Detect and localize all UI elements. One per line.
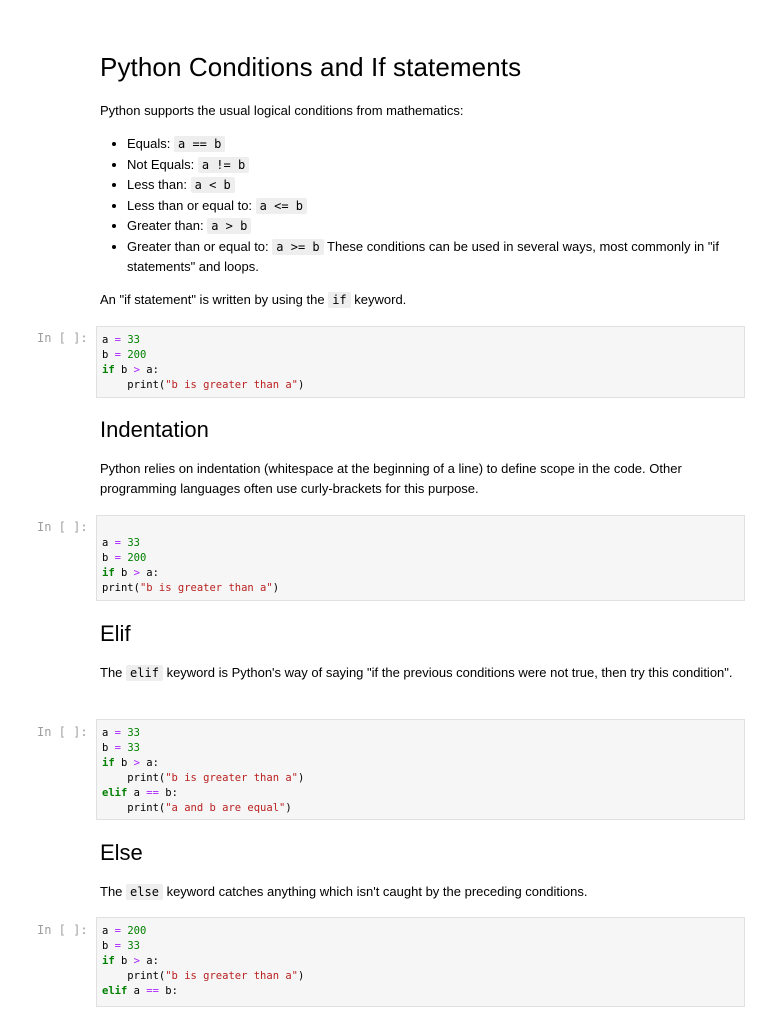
- code-cell-3[interactable]: [96, 719, 745, 820]
- elif-paragraph: The elif keyword is Python's way of saying "if the previous conditions were not true, then try this condition".: [100, 665, 733, 680]
- inline-code: a < b: [191, 177, 235, 193]
- inline-code: else: [126, 884, 163, 900]
- conditions-list: [100, 134, 768, 278]
- code-cell-1[interactable]: [96, 326, 745, 398]
- code-cell-2[interactable]: [96, 515, 745, 601]
- cell-prompt: In [ ]:: [37, 725, 88, 739]
- heading-else: Else: [100, 840, 143, 865]
- cell-prompt: In [ ]:: [37, 520, 88, 534]
- heading-indentation: Indentation: [100, 417, 209, 442]
- code-text[interactable]: a = 33 b = 200 if b > a: print("b is greater than a"): [102, 537, 280, 594]
- inline-code: a == b: [174, 136, 225, 152]
- cell-prompt: In [ ]:: [37, 331, 88, 345]
- inline-code: a <= b: [256, 198, 307, 214]
- code-text[interactable]: a = 200 b = 33 if b > a: print("b is greater than a") elif a == b:: [102, 925, 305, 997]
- code-text[interactable]: a = 33 b = 200 if b > a: print("b is greater than a"): [102, 334, 305, 391]
- list-item: • Greater than: a > b: [127, 216, 768, 237]
- page-title: Python Conditions and If statements: [100, 52, 522, 82]
- list-item: • Equals: a == b: [127, 134, 768, 155]
- list-item: • Less than or equal to: a <= b: [127, 196, 768, 217]
- list-item: • Greater than or equal to: a >= b These conditions can be used in several ways, most commonly in "if statements" and loops.: [127, 237, 768, 278]
- list-item: • Less than: a < b: [127, 175, 768, 196]
- heading-elif: Elif: [100, 621, 131, 646]
- inline-code: a > b: [207, 218, 251, 234]
- inline-code: elif: [126, 665, 163, 681]
- else-paragraph: The else keyword catches anything which isn't caught by the preceding conditions.: [100, 884, 588, 899]
- cell-prompt: In [ ]:: [37, 923, 88, 937]
- inline-code: if: [328, 292, 350, 308]
- indentation-paragraph: Python relies on indentation (whitespace at the beginning of a line) to define scope in the code. Other programming languages often use curly-brackets for this purpose.: [100, 461, 682, 496]
- code-text[interactable]: a = 33 b = 33 if b > a: print("b is greater than a") elif a == b: print("a and b are equal"): [102, 727, 305, 814]
- intro-paragraph: Python supports the usual logical conditions from mathematics:: [100, 103, 464, 118]
- list-item: • Not Equals: a != b: [127, 155, 768, 176]
- code-cell-4[interactable]: [96, 917, 745, 1007]
- inline-code: a >= b: [272, 239, 323, 255]
- inline-code: a != b: [198, 157, 249, 173]
- if-intro-paragraph: An "if statement" is written by using the if keyword.: [100, 292, 407, 307]
